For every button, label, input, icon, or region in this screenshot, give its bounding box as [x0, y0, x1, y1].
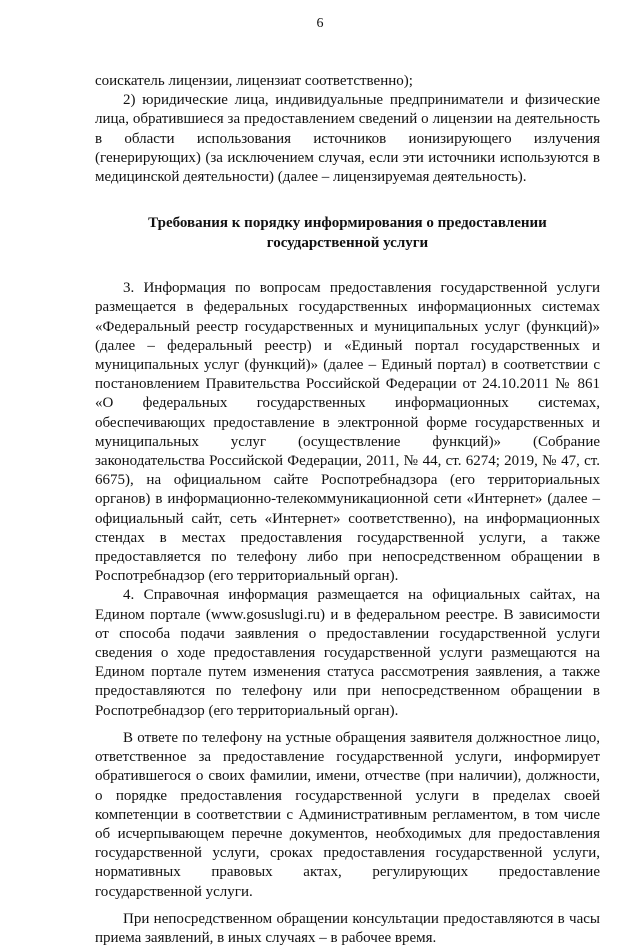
page-number: 6 [316, 16, 324, 31]
paragraph-item-3: 3. Информация по вопросам предоставления государственной услуги размещается в федеральных государственных информационных системах «Федеральный реестр государственных и муниципальных услуг (функций)» (далее – федеральный реестр) и «Единый портал государственных и муниципальных услуг (функций)» (далее – Единый портал) в соответствии с постановлением Правительства Российской Федерации от 24.10.2011 № 861 «О федеральных государственных информационных системах, обеспечивающих предоставление в электронной форме государственных и муниципальных услуг (осуществление функций)» (Собрание законодательства Российской Федерации, 2011, № 44, ст. 6274; 2019, № 47, ст. 6675), на официальном сайте Роспотребнадзора (его территориальных органов) в информационно-телекоммуникационной сети «Интернет» (далее – официальный сайт, сеть «Интернет» соответственно), на информационных стендах в местах предоставления государственной услуги, а также предоставляется по телефону либо при непосредственном обращении в Роспотребнадзор (его территориальный орган). [95, 280, 600, 585]
paragraph-continuation: соискатель лицензии, лицензиат соответственно); [95, 73, 413, 89]
paragraph-consultation-hours: При непосредственном обращении консультации предоставляются в часы приема заявлений, в иных случаях – в рабочее время. [95, 910, 600, 946]
section-heading: Требования к порядку информирования о предоставлении государственной услуги [148, 215, 547, 252]
paragraph-item-2: 2) юридические лица, индивидуальные предприниматели и физические лица, обратившиеся за предоставлением сведений о лицензии на деятельность в области использования источников ионизирующего излучения (генерирующих) (за исключением случая, если эти источники используются в медицинской деятельности) (далее – лицензируемая деятельность). [95, 92, 600, 186]
document-body [95, 72, 600, 948]
paragraph-item-4: 4. Справочная информация размещается на официальных сайтах, на Едином портале (www.gosuslugi.ru) и в федеральном реестре. В зависимости от способа подачи заявления о предоставлении государственной услуги сведения о ходе предоставления государственной услуги размещаются на Едином портале путем изменения статуса рассмотрения заявления, а также предоставляются по телефону или при непосредственном обращении в Роспотребнадзор (его территориальный орган). [95, 587, 600, 719]
paragraph-phone-response: В ответе по телефону на устные обращения заявителя должностное лицо, ответственное за предоставление государственной услуги, информирует обратившегося о своих фамилии, имени, отчестве (при наличии), должности, о порядке предоставления государственной услуги в пределах своей компетенции в соответствии с Административным регламентом, в том числе об исчерпывающем перечне документов, необходимых для предоставления государственной услуги, сроках предоставления государственной услуги, нормативных правовых актах, регулирующих предоставление государственной услуги. [95, 729, 600, 900]
